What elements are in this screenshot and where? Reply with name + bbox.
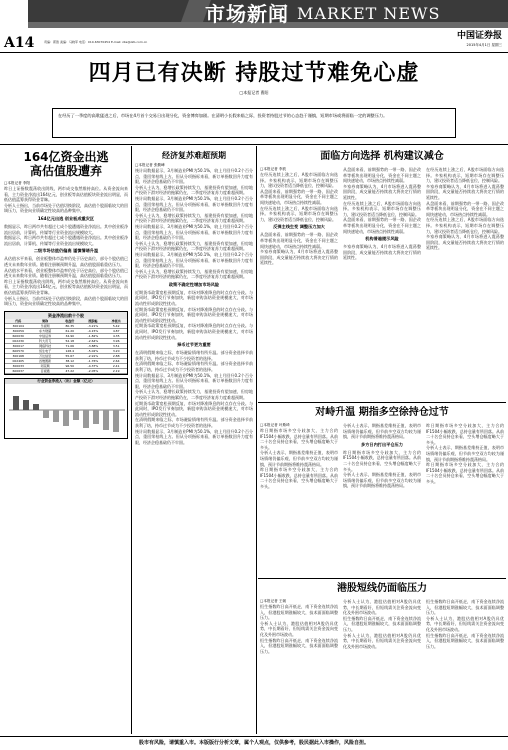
table-cell: 百视通 [31, 369, 59, 374]
table-cell: 71.06 [59, 344, 81, 349]
table-cell: 47.22 [59, 369, 81, 374]
table-cell: 002230 [5, 339, 31, 344]
table-cell: 300033 [5, 364, 31, 369]
chart-bar [33, 404, 39, 410]
table-cell: 002405 [5, 359, 31, 364]
chart-bar [73, 410, 79, 420]
chart-bar [63, 410, 69, 426]
middle-paragraph: 统计局数据显示，3月制造业PMI为50.1%，较上月回升0.2个百分点，重回荣枯线上方。但从分项指标来看，新订单指数回升力度有限，经济企稳基础仍不牢固。 [135, 195, 253, 213]
chart-bar [13, 396, 19, 410]
left-article [4, 150, 128, 732]
left-paragraph: 数据显示，昨日两市共有超过七成个股遭遇资金净流出。其中创业板净流出居前，计算机、传媒等行业资金流出规模较大。 [4, 223, 128, 235]
section-divider [258, 578, 506, 579]
right-bottom-title: 港股短线仍面临压力 [337, 583, 427, 594]
table-cell: -4.37% [81, 364, 106, 369]
industry-flow-chart [4, 378, 128, 439]
middle-title: 经济复苏难超预期 [162, 151, 226, 160]
right-top-col [426, 167, 504, 266]
chart-bar [43, 410, 49, 418]
left-subhead: 二级市场估值仍偏高 谨慎情绪升温 [33, 248, 99, 254]
right-bottom-col [343, 599, 421, 654]
middle-subhead: 择币过节更为重要 [177, 342, 211, 348]
table-cell: -2.05% [81, 369, 106, 374]
header-rule [0, 52, 508, 53]
right-top-paragraph: 多家券商策略认为，4月市场将进入震荡整固阶段，成交量能否持续放大将决定行情的延续性。 [426, 234, 504, 251]
right-bottom-author: □本报记者 王朝 [260, 599, 287, 603]
table-cell: 科大讯飞 [31, 339, 59, 344]
outflow-table [4, 311, 128, 376]
right-top-paragraph: 从盘面来看，前期强势的一带一路、国企改革等板块出现明显分化，资金在不同主题之间快速轮动，市场热点持续性减弱。 [343, 167, 421, 184]
right-mid-paragraph: 分析人士表示，期指基差维持正值，表明市场情绪仍偏乐观，但节前多空双方均较为谨慎，预计节前期指将维持震荡格局。 [343, 423, 421, 440]
right-mid-paragraph: 昨日期指市场多空分歧加大，主力合约IF1504小幅收跌，总持仓量有所回落。从前二十名会员持仓来看，空头增仓幅度略大于多头。 [426, 462, 504, 484]
table-cell: -2.91% [81, 354, 106, 359]
table-cell: 600570 [5, 349, 31, 354]
right-top-paragraph: 多家券商策略认为，4月市场将进入震荡整固阶段，成交量能否持续放大将决定行情的延续性。 [343, 183, 421, 200]
right-mid-columns [260, 423, 504, 490]
table-cell: 乐视网 [31, 324, 59, 329]
right-bottom-paragraph: 分析人士认为，港股估值相对A股仍具优势，中长期看好，但短线需关注资金流向变化及外围市场波动。 [343, 599, 421, 616]
right-top-paragraph: 多家券商策略认为，4月市场将进入震荡整固阶段，成交量能否持续放大将决定行情的延续性。 [426, 183, 504, 200]
table-cell: 34.90 [59, 334, 81, 339]
right-top-paragraph: 从盘面来看，前期强势的一带一路、国企改革等板块出现明显分化，资金在不同主题之间快速轮动，市场热点持续性减弱。 [426, 200, 504, 217]
right-bottom-paragraph: 恒生指数昨日高开低走，南下资金连续净流入，但港股短期涨幅较大，技术面面临调整压力。 [260, 604, 338, 621]
right-bottom-paragraph: 恒生指数昨日高开低走，南下资金连续净流入，但港股短期涨幅较大，技术面面临调整压力。 [260, 637, 338, 654]
table-cell: 61.20 [59, 329, 81, 334]
right-mid-paragraph: 分析人士表示，期指基差维持正值，表明市场情绪仍偏乐观，但节前多空双方均较为谨慎，预计节前期指将维持震荡格局。 [426, 445, 504, 462]
middle-subhead: 政策不确定性增加市场风险 [168, 281, 220, 287]
left-paragraph: 从估值水平来看，创业板整体市盈率仍处于历史高位，部分个股估值已透支未来数年业绩。随着注册制预期升温，高估值股面临重估压力。 [4, 267, 128, 279]
chart-bar [93, 410, 99, 424]
right-bottom-paragraph: 恒生指数昨日高开低走，南下资金连续净流入，但港股短期涨幅较大，技术面面临调整压力。 [343, 615, 421, 632]
table-cell: 2.41 [105, 364, 127, 369]
right-bottom-article [260, 582, 504, 732]
left-title-line2: 高估值股遭弃 [29, 164, 102, 178]
table-cell: 东方财富 [31, 329, 59, 334]
table-cell: 300168 [5, 354, 31, 359]
section-title-cn: 市场新闻 [205, 2, 289, 26]
middle-paragraph: 统计局数据显示，3月制造业PMI为50.1%，较上月回升0.2个百分点，重回荣枯线上方。但从分项指标来看，新订单指数回升力度有限，经济企稳基础仍不牢固。 [135, 251, 253, 269]
table-cell: 300059 [5, 329, 31, 334]
chart-bar [83, 410, 89, 428]
column-divider [256, 146, 257, 734]
middle-paragraph: 近期货币政策宽松预期反复，市场对降准降息的时点存在分歧。与此同时，IPO发行节奏加快，新股申购冻结资金规模庞大，对市场流动性形成阶段性扰动。 [135, 400, 253, 417]
middle-article [135, 150, 253, 732]
table-cell: 网宿科技 [31, 344, 59, 349]
middle-paragraph: 统计局数据显示，3月制造业PMI为50.1%，较上月回升0.2个百分点，重回荣枯线上方。但从分项指标来看，新订单指数回升力度有限，经济企稳基础仍不牢固。 [135, 428, 253, 445]
right-mid-col [343, 423, 421, 490]
page-header [0, 0, 508, 56]
middle-paragraph: 近期货币政策宽松预期反复，市场对降准降息的时点存在分歧。与此同时，IPO发行节奏加快，新股申购冻结资金规模庞大，对市场流动性形成阶段性扰动。 [135, 306, 253, 323]
table-cell: 3.20 [105, 349, 127, 354]
right-mid-paragraph: 昨日期指市场多空分歧加大，主力合约IF1504小幅收跌，总持仓量有所回落。从前二十名会员持仓来看，空头增仓幅度略大于多头。 [260, 428, 338, 450]
table-title: 资金净流出前十个股 [5, 312, 127, 320]
masthead-info: 责编：郭胜 美编：马晓军 电话：010-63070454 E-mail: zbs@zzb.com.cn [44, 40, 148, 44]
table-cell: -1.76% [81, 359, 106, 364]
table-row [5, 369, 127, 374]
right-mid-paragraph: 昨日期指市场多空分歧加大，主力合约IF1504小幅收跌，总持仓量有所回落。从前二十名会员持仓来看，空头增仓幅度略大于多头。 [260, 467, 338, 489]
table-header-cell: 简称 [31, 319, 59, 324]
table-cell: 3.96 [105, 339, 127, 344]
chart-bar [103, 410, 109, 430]
lead-summary-box: 在经历了一季度的高歌猛进之后，市场在4月首个交易日出现分化，资金博弈加剧。在清明小长假来临之际，投资者持股过节的心态趋于谨慎，短期市场或将面临一定的调整压力。 [52, 108, 456, 138]
table-cell: -4.15% [81, 329, 106, 334]
right-bottom-paragraph: 分析人士认为，港股估值相对A股仍具优势，中长期看好，但短线需关注资金流向变化及外围市场波动。 [260, 620, 338, 637]
table-cell: 80.35 [59, 324, 81, 329]
section-title-en: MARKET NEWS [297, 4, 441, 23]
table-cell: 300104 [5, 324, 31, 329]
table-cell: 2.19 [105, 369, 127, 374]
column-divider [131, 146, 132, 734]
middle-paragraph: 在清明假期来临之际，市场避险情绪有所升温。部分资金选择节前获利了结，持币过节成为不少投资者的选择。 [135, 350, 253, 361]
right-top-paragraph: 在经历连续上涨之后，A股市场面临方向选择。多家机构表示，短期市场存在调整压力，建议投资者适当降低仓位，控制风险。 [426, 167, 504, 184]
chart-bar [113, 410, 119, 432]
table-cell: 2.64 [105, 359, 127, 364]
table-cell: -5.02% [81, 349, 106, 354]
table-cell: 同花顺 [31, 364, 59, 369]
middle-paragraph: 在清明假期来临之际，市场避险情绪有所升温。部分资金选择节前获利了结，持币过节成为不少投资者的选择。 [135, 417, 253, 428]
table-cell: 600030 [5, 334, 31, 339]
right-mid-title: 对峙升温 期指多空徐持仓过节 [315, 407, 449, 418]
middle-paragraph: 分析人士认为，稳增长政策持续发力，基建投资有望加速，但房地产投资下滑对经济的拖累仍在，二季度经济复苏力度难超预期。 [135, 184, 253, 196]
table-header-cell: 收盘价 [59, 319, 81, 324]
right-top-paragraph: 在经历连续上涨之后，A股市场面临方向选择。多家机构表示，短期市场存在调整压力，建议投资者适当降低仓位，控制风险。 [260, 172, 338, 189]
table-cell: 128.4 [59, 349, 81, 354]
middle-paragraph: 分析人士认为，稳增长政策持续发力，基建投资有望加速，但房地产投资下滑对经济的拖累仍在，二季度经济复苏力度难超预期。 [135, 268, 253, 280]
right-top-col [260, 167, 338, 266]
right-top-paragraph: 在经历连续上涨之后，A股市场面临方向选择。多家机构表示，短期市场存在调整压力，建议投资者适当降低仓位，控制风险。 [260, 205, 338, 222]
right-top-subhead: 机构普遍提示风险 [365, 236, 399, 242]
right-top-subhead: 反弹主线生变 调整压力加大 [273, 224, 325, 230]
middle-paragraph: 近期货币政策宽松预期反复，市场对降准降息的时点存在分歧。与此同时，IPO发行节奏加快，新股申购冻结资金规模庞大，对市场流动性形成阶段性扰动。 [135, 323, 253, 340]
table-header-cell: 涨跌幅 [81, 319, 106, 324]
main-headline: 四月已有决断 持股过节难免心虚 [88, 61, 420, 86]
table-header-cell: 代码 [5, 319, 31, 324]
page-footer-disclaimer: 股市有风险，请慎重入市。本版版行分析文章，属个人观点，仅供参考，股民据此入市操作，风险自担。 [0, 736, 508, 748]
section-title [205, 2, 440, 26]
main-byline: □本报记者 曹阳 [239, 90, 269, 95]
table-cell: 中信证券 [31, 334, 59, 339]
right-top-article [260, 150, 504, 400]
middle-author: □本报记者 张勤峰 [135, 163, 165, 167]
left-paragraph: 从估值水平来看，创业板整体市盈率仍处于历史高位，部分个股估值已透支未来数年业绩。随着注册制预期升温，高估值股面临重估压力。 [4, 256, 128, 267]
right-top-paragraph: 多家券商策略认为，4月市场将进入震荡整固阶段，成交量能否持续放大将决定行情的延续性。 [260, 249, 338, 266]
table-cell: -3.88% [81, 344, 106, 349]
right-mid-article [260, 406, 504, 576]
table-cell: 96.50 [59, 364, 81, 369]
right-mid-col [426, 423, 504, 490]
left-paragraph: 分析人士指出，当前市场处于估值切换阶段，高估值个股面临较大的回调压力，资金向业绩确定性较高的品种集中。 [4, 295, 128, 307]
table-cell: 300017 [5, 344, 31, 349]
page-number: A14 [4, 35, 35, 51]
middle-paragraph: 统计局数据显示，3月制造业PMI为50.1%，较上月回升0.2个百分点，重回荣枯线上方。但从分项指标来看，新订单指数回升力度有限，经济企稳基础仍不牢固。 [135, 372, 253, 389]
right-bottom-paragraph: 分析人士认为，港股估值相对A股仍具优势，中长期看好，但短线需关注资金流向变化及外围市场波动。 [343, 632, 421, 649]
left-paragraph: 分析人士指出，当前市场处于估值切换阶段，高估值个股面临较大的回调压力，资金向业绩确定性较高的品种集中。 [4, 202, 128, 214]
right-bottom-paragraph: 恒生指数昨日高开低走，南下资金连续净流入，但港股短期涨幅较大，技术面面临调整压力。 [426, 632, 504, 649]
newspaper-brand: 中国证券报 [456, 31, 502, 41]
table-cell: -3.21% [81, 324, 106, 329]
table-cell: 2.88 [105, 354, 127, 359]
table-cell: 55.67 [59, 354, 81, 359]
table-cell: 恒生电子 [31, 349, 59, 354]
right-top-paragraph: 从盘面来看，前期强势的一带一路、国企改革等板块出现明显分化，资金在不同主题之间快速轮动，市场热点持续性减弱。 [343, 217, 421, 234]
left-title-line1: 164亿资金出逃 [23, 150, 109, 164]
table-cell: 四维图新 [31, 359, 59, 364]
table-cell: -2.64% [81, 339, 106, 344]
table-cell: 52.18 [59, 339, 81, 344]
chart-title: 行业资金净流入（出）金额（亿元） [5, 379, 127, 384]
right-mid-paragraph: 昨日期指市场多空分歧加大，主力合约IF1504小幅收跌，总持仓量有所回落。从前二十名会员持仓来看，空头增仓幅度略大于多头。 [343, 449, 421, 472]
outflow-data-table [5, 319, 127, 374]
table-header-cell: 净流出 [105, 319, 127, 324]
right-bottom-col [426, 599, 504, 654]
middle-paragraph: 统计局数据显示，3月制造业PMI为50.1%，较上月回升0.2个百分点，重回荣枯线上方。但从分项指标来看，新订单指数回升力度有限，经济企稳基础仍不牢固。 [135, 223, 253, 241]
right-bottom-columns [260, 599, 504, 654]
right-top-paragraph: 从盘面来看，前期强势的一带一路、国企改革等板块出现明显分化，资金在不同主题之间快速轮动，市场热点持续性减弱。 [260, 232, 338, 249]
left-subhead: 164亿元出逃 创业板成重灾区 [37, 215, 95, 221]
middle-paragraph: 统计局数据显示，3月制造业PMI为50.1%，较上月回升0.2个百分点，重回荣枯线上方。但从分项指标来看，新订单指数回升力度有限，经济企稳基础仍不牢固。 [135, 168, 253, 185]
table-cell: 5.42 [105, 324, 127, 329]
chart-bar [53, 410, 59, 422]
left-paragraph: 昨日上证指数震荡收出阴线，两市成交依然维持高位。从资金流向来看，主力资金净流出164亿元，创业板等高估值板块资金流出明显，而低估值蓝筹获得资金青睐。 [4, 278, 128, 295]
table-cell: 万达信息 [31, 354, 59, 359]
chart-canvas [5, 384, 128, 436]
left-author: □本报记者 李阳 [4, 181, 31, 185]
right-top-paragraph: 从盘面来看，前期强势的一带一路、国企改革等板块出现明显分化，资金在不同主题之间快速轮动，市场热点持续性减弱。 [260, 188, 338, 205]
table-cell: 38.12 [59, 359, 81, 364]
middle-paragraph: 在清明假期来临之际，市场避险情绪有所升温。部分资金选择节前获利了结，持币过节成为不少投资者的选择。 [135, 361, 253, 372]
table-cell: -1.82% [81, 334, 106, 339]
right-mid-author: □本报记者 叶斯琦 [260, 423, 290, 427]
left-paragraph: 数据显示，昨日两市共有超过七成个股遭遇资金净流出。其中创业板净流出居前，计算机、传媒等行业资金流出规模较大。 [4, 235, 128, 246]
right-top-paragraph: 在经历连续上涨之后，A股市场面临方向选择。多家机构表示，短期市场存在调整压力，建议投资者适当降低仓位，控制风险。 [343, 200, 421, 217]
middle-paragraph: 分析人士认为，稳增长政策持续发力，基建投资有望加速，但房地产投资下滑对经济的拖累仍在，二季度经济复苏力度难超预期。 [135, 389, 253, 400]
right-mid-paragraph: 分析人士表示，期指基差维持正值，表明市场情绪仍偏乐观，但节前多空双方均较为谨慎，预计节前期指将维持震荡格局。 [343, 472, 421, 489]
right-mid-subhead: 多方日内打出平仓压力 [361, 441, 403, 447]
table-cell: 600637 [5, 369, 31, 374]
middle-paragraph: 分析人士认为，稳增长政策持续发力，基建投资有望加速，但房地产投资下滑对经济的拖累仍在，二季度经济复苏力度难超预期。 [135, 212, 253, 224]
chart-bar [23, 400, 29, 410]
right-bottom-paragraph: 恒生指数昨日高开低走，南下资金连续净流入，但港股短期涨幅较大，技术面面临调整压力。 [426, 599, 504, 616]
right-mid-paragraph: 分析人士表示，期指基差维持正值，表明市场情绪仍偏乐观，但节前多空双方均较为谨慎，预计节前期指将维持震荡格局。 [260, 450, 338, 467]
right-top-author: □本报记者 李波 [260, 167, 287, 171]
right-top-col [343, 167, 421, 266]
table-cell: 4.87 [105, 329, 127, 334]
lead-divider [0, 144, 508, 145]
right-top-title: 面临方向选择 机构建议减仓 [320, 151, 444, 162]
issue-date: 2015年4月1日 星期三 [466, 43, 502, 47]
left-paragraph: 昨日上证指数震荡收出阴线，两市成交依然维持高位。从资金流向来看，主力资金净流出164亿元，创业板等高估值板块资金流出明显，而低估值蓝筹获得资金青睐。 [4, 186, 128, 203]
right-top-paragraph: 在经历连续上涨之后，A股市场面临方向选择。多家机构表示，短期市场存在调整压力，建议投资者适当降低仓位，控制风险。 [426, 217, 504, 234]
table-cell: 3.51 [105, 344, 127, 349]
right-mid-col [260, 423, 338, 490]
table-cell: 4.35 [105, 334, 127, 339]
section-divider [258, 402, 506, 403]
right-top-paragraph: 多家券商策略认为，4月市场将进入震荡整固阶段，成交量能否持续放大将决定行情的延续性。 [343, 244, 421, 261]
right-top-columns [260, 167, 504, 266]
right-bottom-col [260, 599, 338, 654]
right-bottom-paragraph: 分析人士认为，港股估值相对A股仍具优势，中长期看好，但短线需关注资金流向变化及外围市场波动。 [426, 615, 504, 632]
middle-paragraph: 近期货币政策宽松预期反复，市场对降准降息的时点存在分歧。与此同时，IPO发行节奏加快，新股申购冻结资金规模庞大，对市场流动性形成阶段性扰动。 [135, 289, 253, 307]
middle-paragraph: 分析人士认为，稳增长政策持续发力，基建投资有望加速，但房地产投资下滑对经济的拖累仍在，二季度经济复苏力度难超预期。 [135, 240, 253, 252]
right-mid-paragraph: 昨日期指市场多空分歧加大，主力合约IF1504小幅收跌，总持仓量有所回落。从前二十名会员持仓来看，空头增仓幅度略大于多头。 [426, 423, 504, 445]
